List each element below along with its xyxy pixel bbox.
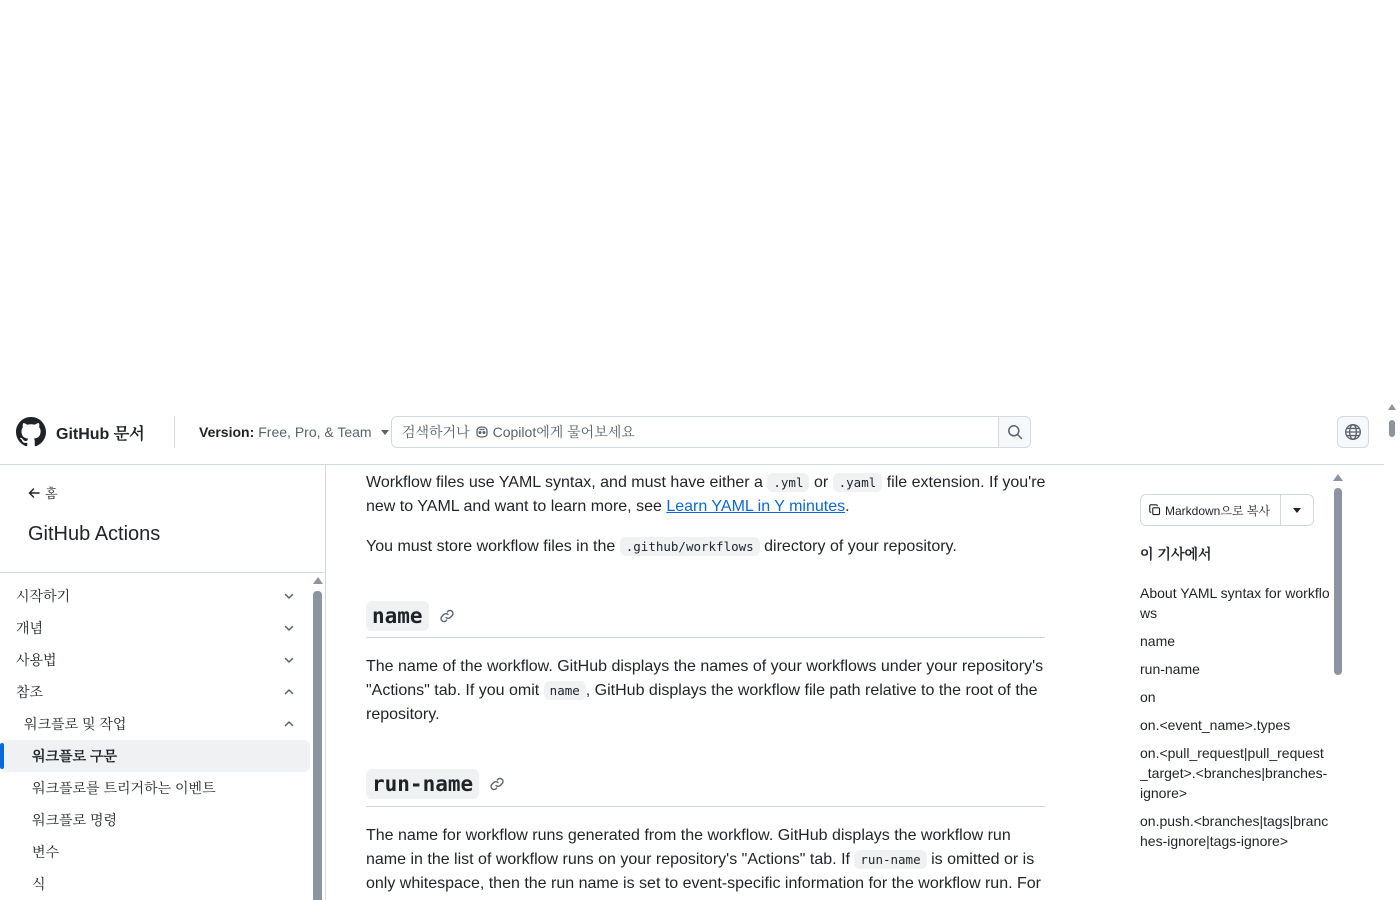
- language-button[interactable]: [1337, 416, 1369, 448]
- sidebar-item[interactable]: [0, 580, 310, 612]
- github-logo-icon: [16, 417, 46, 447]
- sidebar-nav: [0, 580, 310, 900]
- heading-rule: [366, 806, 1045, 807]
- heading-rule: [366, 637, 1045, 638]
- copy-markdown-dropdown[interactable]: [1281, 495, 1313, 525]
- chevron-down-icon: [284, 655, 294, 665]
- search-input[interactable]: [391, 416, 1031, 448]
- search-icon: [1007, 424, 1023, 440]
- inline-code-github-workflows: .github/workflows: [620, 537, 760, 556]
- sidebar-divider: [0, 572, 325, 573]
- inline-code-name: name: [544, 681, 586, 700]
- search-placeholder-prefix: 검색하거나: [402, 424, 470, 440]
- link-icon[interactable]: [489, 776, 505, 792]
- article-content: [366, 465, 1046, 900]
- chevron-up-icon: [284, 687, 294, 697]
- toc-item[interactable]: on.<pull_request|pull_request_target>.<branches|branches-ignore>: [1140, 745, 1328, 801]
- heading-run-name-code: run-name: [366, 769, 479, 799]
- sidebar-scroll-thumb[interactable]: [313, 591, 322, 900]
- search-placeholder: [392, 422, 998, 442]
- sidebar-item[interactable]: [0, 708, 310, 740]
- toc-item[interactable]: About YAML syntax for workflows: [1140, 585, 1330, 621]
- header-divider: [174, 416, 175, 448]
- paragraph-yaml-syntax: Workflow files use YAML syntax, and must have either a .yml or .yaml file extension. If you're new to YAML and want to learn more, see Learn YAML in Y minutes.: [366, 474, 1046, 515]
- sidebar-item[interactable]: [0, 676, 310, 708]
- copy-icon: [1149, 504, 1161, 516]
- sidebar-item[interactable]: [0, 804, 310, 836]
- page-scroll-thumb[interactable]: [1389, 420, 1395, 437]
- link-icon[interactable]: [439, 608, 455, 624]
- sidebar-scroll-up-arrow[interactable]: [313, 577, 323, 584]
- search-button[interactable]: [998, 417, 1030, 447]
- version-label: Version:: [199, 424, 255, 440]
- sidebar-item-label: 워크플로 및 작업: [24, 716, 127, 732]
- inline-code-yaml: .yaml: [833, 473, 883, 492]
- toc-item[interactable]: on.push.<branches|tags|branches-ignore|tags-ignore>: [1140, 813, 1329, 849]
- sidebar-item-label: 개념: [16, 620, 44, 636]
- triangle-down-icon: [1293, 508, 1301, 513]
- sidebar-item[interactable]: [0, 612, 310, 644]
- site-header: [0, 400, 1384, 465]
- product-title: GitHub Actions: [28, 523, 161, 545]
- sidebar: [0, 465, 326, 900]
- version-picker[interactable]: [199, 422, 389, 442]
- toc-item[interactable]: on.<event_name>.types: [1140, 717, 1291, 733]
- sidebar-item[interactable]: [0, 868, 310, 900]
- back-home-link[interactable]: [28, 483, 58, 502]
- toc-item[interactable]: on: [1140, 689, 1156, 705]
- toc-scroll-thumb[interactable]: [1334, 488, 1342, 675]
- sidebar-item-label: 워크플로 명령: [32, 812, 118, 828]
- paragraph-run-name-description: The name for workflow runs generated from the workflow. GitHub displays the workflow run name in the list of workflow runs on your repository's "Actions" tab. If run-name is omitted or is only whitespace, then the run name is set to event-specific information for the workflow run. For: [366, 827, 1041, 892]
- logo-text: GitHub 문서: [56, 425, 145, 443]
- copy-markdown-button-group: [1140, 494, 1314, 526]
- inline-code-run-name: run-name: [854, 850, 926, 869]
- copy-markdown-button[interactable]: [1141, 495, 1281, 525]
- paragraph-name-description: The name of the workflow. GitHub displays the names of your workflows under your repository's "Actions" tab. If you omit name , GitHub displays the workflow file path relative to the root of the repository.: [366, 658, 1044, 723]
- article-toc: [1140, 465, 1330, 900]
- inline-code-yml: .yml: [767, 473, 809, 492]
- toc-item[interactable]: run-name: [1140, 661, 1200, 677]
- sidebar-item-label: 사용법: [16, 652, 57, 668]
- sidebar-item-label: 식: [32, 876, 46, 892]
- heading-name: [366, 601, 455, 631]
- arrow-left-icon: [28, 487, 40, 499]
- search-placeholder-suffix: Copilot에게 물어보세요: [492, 424, 635, 440]
- sidebar-item-label: 시작하기: [16, 588, 71, 604]
- chevron-up-icon: [284, 719, 294, 729]
- sidebar-item-label: 변수: [32, 844, 60, 860]
- sidebar-item[interactable]: [0, 740, 310, 772]
- github-docs-home-link[interactable]: [16, 416, 145, 448]
- sidebar-item-label: 참조: [16, 684, 44, 700]
- sidebar-item-label: 워크플로 구문: [32, 748, 118, 764]
- chevron-down-icon: [284, 591, 294, 601]
- chevron-down-icon: [284, 623, 294, 633]
- toc-scroll-up-arrow[interactable]: [1333, 474, 1343, 481]
- toc-item[interactable]: name: [1140, 633, 1176, 649]
- sidebar-scrollbar[interactable]: [312, 573, 324, 900]
- sidebar-item[interactable]: [0, 772, 310, 804]
- sidebar-item[interactable]: [0, 836, 310, 868]
- toc-title: 이 기사에서: [1140, 546, 1212, 562]
- copilot-icon: [474, 424, 490, 440]
- toc-list: [1140, 583, 1330, 859]
- page-scroll-up-arrow[interactable]: [1388, 404, 1396, 410]
- caret-down-icon: [381, 430, 389, 435]
- version-value: Free, Pro, & Team: [258, 424, 372, 440]
- heading-name-code: name: [366, 601, 429, 631]
- learn-yaml-link[interactable]: Learn YAML in Y minutes: [666, 498, 846, 515]
- page-scrollbar[interactable]: [1384, 400, 1400, 900]
- back-home-label: 홈: [45, 486, 58, 501]
- sidebar-item-label: 워크플로를 트리거하는 이벤트: [32, 780, 216, 796]
- globe-icon: [1344, 423, 1362, 441]
- paragraph-workflow-location: You must store workflow files in the .github/workflows directory of your repository.: [366, 538, 957, 555]
- heading-run-name: [366, 769, 505, 799]
- copy-markdown-label: Markdown으로 복사: [1165, 503, 1271, 518]
- toc-scrollbar[interactable]: [1332, 465, 1344, 900]
- sidebar-item[interactable]: [0, 644, 310, 676]
